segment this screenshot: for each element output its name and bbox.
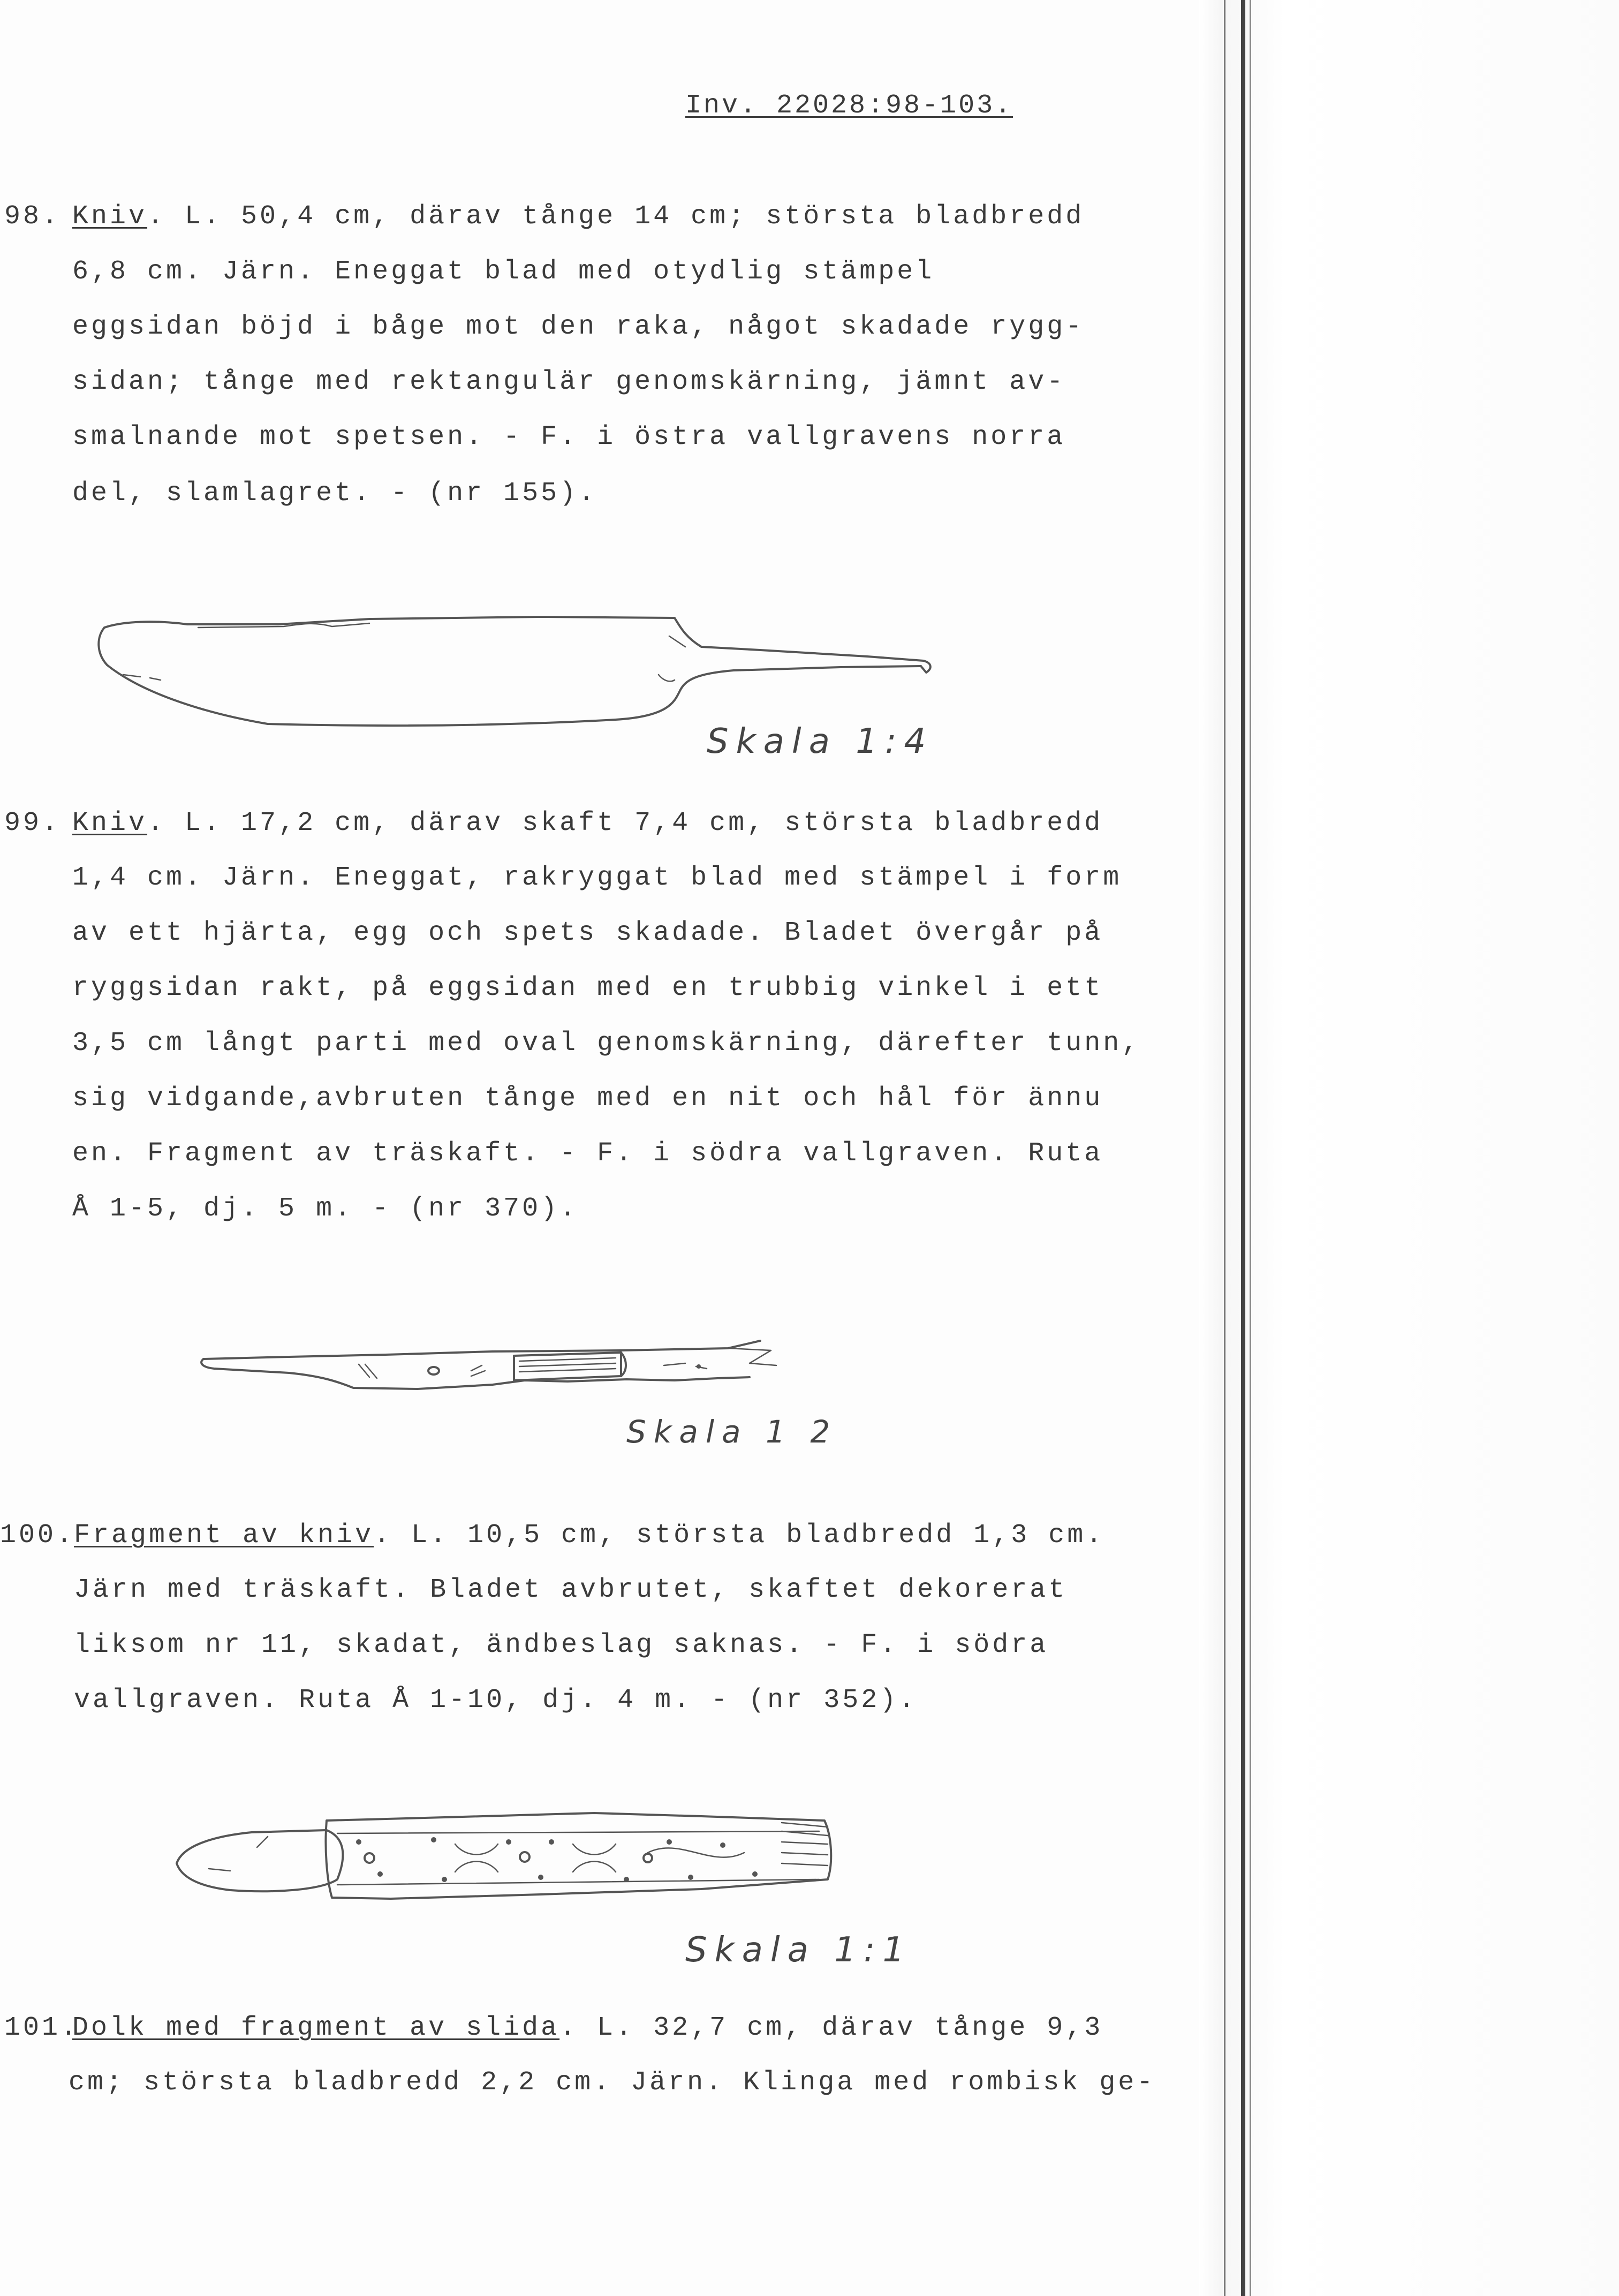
entry-text-line: cm; största bladbredd 2,2 cm. Järn. Klinga med rombisk ge- — [69, 2067, 1156, 2098]
inventory-number: Inv. 22028:98-103. — [685, 90, 1013, 121]
entry-text-line: sig vidgande,avbruten tånge med en nit och hål för ännu — [72, 1083, 1103, 1114]
entry-text-line: del, slamlagret. - (nr 155). — [72, 478, 597, 509]
entry-number: 101. — [4, 2013, 80, 2043]
entry-title: Dolk med fragment av slida — [72, 2013, 560, 2043]
entry-text-line: vallgraven. Ruta Å 1-10, dj. 4 m. - (nr 352). — [74, 1685, 918, 1716]
scale-label: Skala 1:4 — [707, 722, 934, 761]
entry-text-line: Dolk med fragment av slida. L. 32,7 cm, därav tånge 9,3 — [72, 2013, 1103, 2043]
entry-text-line: smalnande mot spetsen. - F. i östra vallgravens norra — [72, 422, 1066, 452]
entry-title: Fragment av kniv — [74, 1520, 374, 1551]
entry-text-line: liksom nr 11, skadat, ändbeslag saknas. - F. i södra — [74, 1630, 1049, 1660]
binding-edge-line — [1241, 0, 1245, 2296]
scale-label: Skala 1:1 — [685, 1930, 912, 1970]
entry-text-line: eggsidan böjd i båge mot den raka, något skadade rygg- — [72, 312, 1085, 342]
entry-text-line: av ett hjärta, egg och spets skadade. Bladet övergår på — [72, 918, 1103, 948]
entry-title: Kniv — [72, 808, 148, 839]
entry-text-line: sidan; tånge med rektangulär genomskärning, jämnt av- — [72, 367, 1066, 397]
entry-text-line: Kniv. L. 50,4 cm, därav tånge 14 cm; största bladbredd — [72, 201, 1085, 232]
entry-text-line: Järn med träskaft. Bladet avbrutet, skaftet dekorerat — [74, 1575, 1068, 1605]
scale-label: Skala 1 2 — [626, 1414, 838, 1450]
binding-edge — [1199, 0, 1619, 2296]
entry-text-line: en. Fragment av träskaft. - F. i södra vallgraven. Ruta — [72, 1138, 1103, 1169]
entry-text-line: Å 1-5, dj. 5 m. - (nr 370). — [72, 1194, 579, 1224]
entry-text-line: 3,5 cm långt parti med oval genomskärning, därefter tunn, — [72, 1028, 1141, 1059]
entry-number: 98. — [4, 201, 61, 232]
entry-text-line: ryggsidan rakt, på eggsidan med en trubbig vinkel i ett — [72, 973, 1103, 1003]
entry-text-line: 6,8 cm. Järn. Eneggat blad med otydlig stämpel — [72, 256, 935, 287]
binding-edge-line — [1250, 0, 1251, 2296]
entry-number: 100. — [0, 1520, 75, 1551]
entry-text-line: 1,4 cm. Järn. Eneggat, rakryggat blad med stämpel i form — [72, 863, 1122, 893]
entry-title: Kniv — [72, 201, 148, 232]
entry-text-line: Kniv. L. 17,2 cm, därav skaft 7,4 cm, största bladbredd — [72, 808, 1103, 839]
entry-text-line: Fragment av kniv. L. 10,5 cm, största bladbredd 1,3 cm. — [74, 1520, 1105, 1551]
binding-edge-line — [1224, 0, 1225, 2296]
entry-number: 99. — [4, 808, 61, 839]
knife-fragment-drawing-100 — [166, 1799, 841, 1917]
knife-drawing-99 — [193, 1333, 782, 1408]
